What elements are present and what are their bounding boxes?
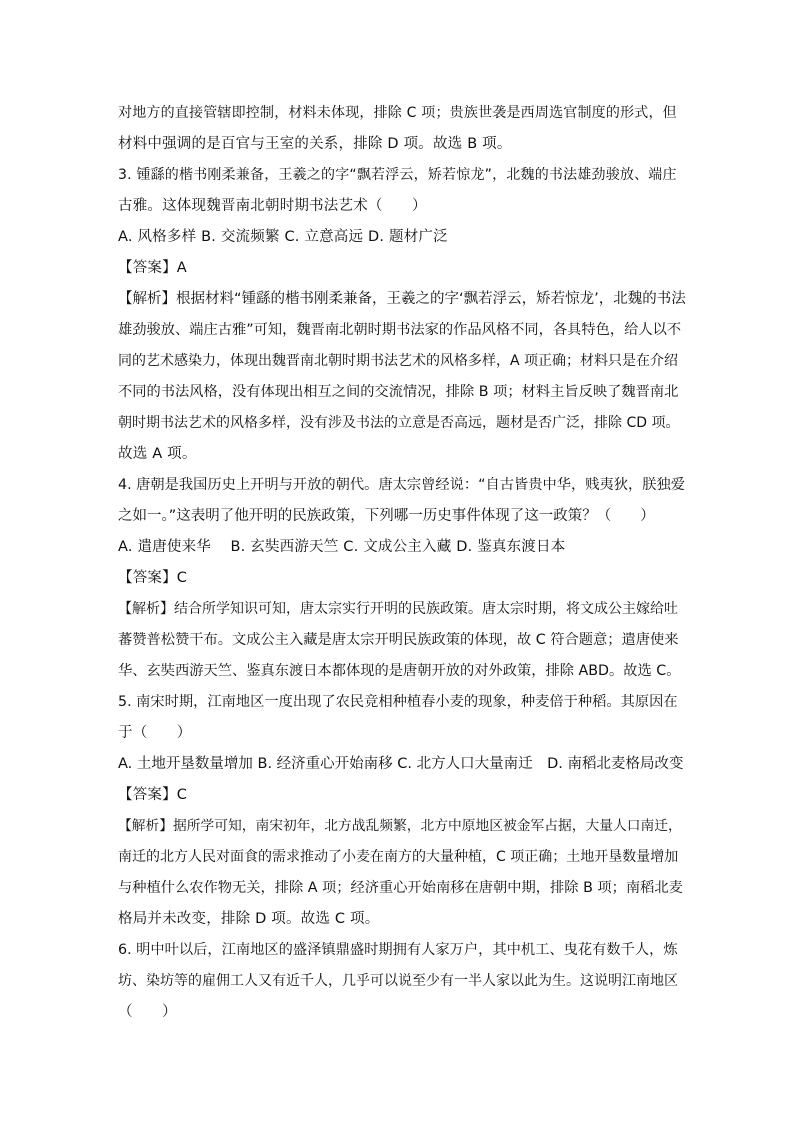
- question-5-analysis: 【解析】据所学可知，南宋初年，北方战乱频繁，北方中原地区被金军占据，大量人口南迁，: [118, 818, 682, 834]
- question-5-stem: 5. 南宋时期，江南地区一度出现了农民竞相种植春小麦的现象，种麦倍于种稻。其原因在: [118, 694, 678, 710]
- question-6-stem: 坊、染坊等的雇佣工人又有近千人，几乎可以说至少有一半人家以此为生。这说明江南地区: [118, 973, 678, 989]
- question-3-stem: 3. 锺繇的楷书刚柔兼备，王羲之的字“飘若浮云，矫若惊龙”，北魏的书法雄劲骏放、端庄: [118, 167, 677, 183]
- question-5-answer: 【答案】C: [118, 787, 188, 803]
- question-3-answer: 【答案】A: [118, 260, 187, 276]
- question-4-analysis: 蕃赞普松赞干布。文成公主入藏是唐太宗开明民族政策的体现，故 C 符合题意；遣唐使来: [118, 632, 679, 648]
- question-3-analysis: 故选 A 项。: [118, 446, 197, 462]
- question-3-options: A. 风格多样 B. 交流频繁 C. 立意高远 D. 题材广泛: [118, 229, 448, 245]
- question-6-stem: （ ）: [118, 1004, 177, 1020]
- text-line: 对地方的直接管辖即控制，材料未体现，排除 C 项；贵族世袭是西周选官制度的形式，但: [118, 105, 677, 121]
- text-line: 材料中强调的是百官与王室的关系，排除 D 项。故选 B 项。: [118, 136, 512, 152]
- question-4-analysis: 华、玄奘西游天竺、鉴真东渡日本都体现的是唐朝开放的对外政策，排除 ABD。故选 C。: [118, 663, 681, 679]
- question-5-analysis: 南迁的北方人民对面食的需求推动了小麦在南方的大量种植，C 项正确；土地开垦数量增加: [118, 849, 679, 865]
- question-3-analysis: 同的艺术感染力，体现出魏晋南北朝时期书法艺术的风格多样，A 项正确；材料只是在介绍: [118, 353, 679, 369]
- question-3-stem: 古雅。这体现魏晋南北朝时期书法艺术（ ）: [118, 198, 427, 214]
- question-5-stem: 于（ ）: [118, 725, 192, 741]
- question-3-analysis: 不同的书法风格，没有体现出相互之间的交流情况，排除 B 项；材料主旨反映了魏晋南北: [118, 384, 679, 400]
- question-4-options: A. 遣唐使来华 B. 玄奘西游天竺 C. 文成公主入藏 D. 鉴真东渡日本: [118, 539, 566, 555]
- question-4-stem: 之如一。”这表明了他开明的民族政策，下列哪一历史事件体现了这一政策？（ ）: [118, 508, 655, 524]
- document-page: [118, 98, 686, 1028]
- question-5-options: A. 土地开垦数量增加 B. 经济重心开始南移 C. 北方人口大量南迁 D. 南稻北麦格局改变: [118, 756, 684, 772]
- question-4-answer: 【答案】C: [118, 570, 188, 586]
- question-4-analysis: 【解析】结合所学知识可知，唐太宗实行开明的民族政策。唐太宗时期，将文成公主嫁给吐: [118, 601, 678, 617]
- question-5-analysis: 与种植什么农作物无关，排除 A 项；经济重心开始南移在唐朝中期，排除 B 项；南稻北麦: [118, 880, 683, 896]
- question-3-analysis: 朝时期书法艺术的风格多样，没有涉及书法的立意是否高远，题材是否广泛，排除 CD 项。: [118, 415, 680, 431]
- question-3-analysis: 【解析】根据材料“锺繇的楷书刚柔兼备，王羲之的字‘飘若浮云，矫若惊龙’，北魏的书法: [118, 291, 686, 307]
- question-6-stem: 6. 明中叶以后，江南地区的盛泽镇鼎盛时期拥有人家万户，其中机工、曳花有数千人，炼: [118, 942, 678, 958]
- question-4-stem: 4. 唐朝是我国历史上开明与开放的朝代。唐太宗曾经说：“自古皆贵中华，贱夷狄，朕独爱: [118, 477, 686, 493]
- question-3-analysis: 雄劲骏放、端庄古雅”可知，魏晋南北朝时期书法家的作品风格不同，各具特色，给人以不: [118, 322, 682, 338]
- question-5-analysis: 格局并未改变，排除 D 项。故选 C 项。: [118, 911, 380, 927]
